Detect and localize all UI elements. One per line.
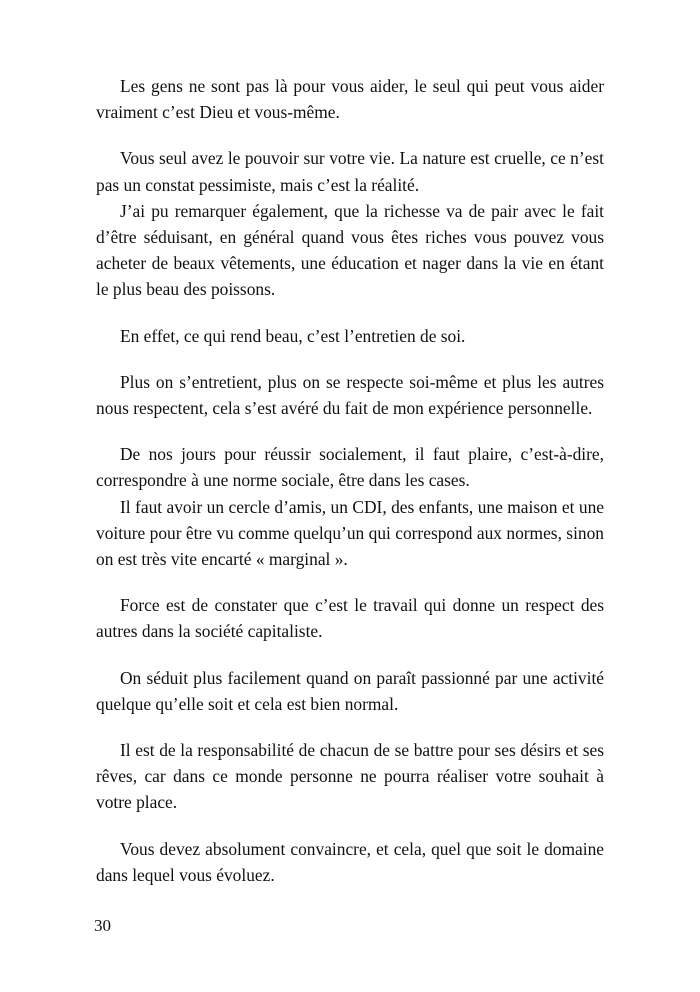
- paragraph-11: Vous devez absolument convaincre, et cela, quel que soit le domaine dans lequel vous évoluez.: [96, 838, 604, 885]
- paragraph-4: En effet, ce qui rend beau, c’est l’entretien de soi.: [120, 325, 466, 346]
- paragraph-9: On séduit plus facilement quand on paraît passionné par une activité quelque qu’elle soit et cela est bien normal.: [96, 667, 604, 714]
- paragraph-5: Plus on s’entretient, plus on se respecte soi-même et plus les autres nous respectent, cela s’est avéré du fait de mon expérience personnelle.: [96, 371, 604, 419]
- paragraph-10: Il est de la responsabilité de chacun de se battre pour ses désirs et ses rêves, car dans ce monde personne ne pourra réaliser votre souhait à votre place.: [96, 740, 604, 813]
- paragraph-2: Vous seul avez le pouvoir sur votre vie. La nature est cruelle, ce n’est pas un constat pessimiste, mais c’est la réalité.: [96, 148, 604, 195]
- paragraph-7: Il faut avoir un cercle d’amis, un CDI, des enfants, une maison et une voiture pour être vu comme quelqu’un qui correspond aux normes, sinon on est très vite encarté « marginal ».: [96, 496, 604, 570]
- page-number: 30: [94, 916, 111, 935]
- paragraph-1: Les gens ne sont pas là pour vous aider, le seul qui peut vous aider vraiment c’est Dieu et vous-même.: [96, 76, 604, 123]
- paragraph-6: De nos jours pour réussir socialement, il faut plaire, c’est-à-dire, correspondre à une norme sociale, être dans les cases.: [96, 444, 604, 491]
- paragraph-3: J’ai pu remarquer également, que la richesse va de pair avec le fait d’être séduisant, en général quand vous êtes riches vous pouvez vous acheter de beaux vêtements, une éducation et nager dans la vie en étant le plus beau des poissons.: [96, 200, 604, 300]
- paragraph-8: Force est de constater que c’est le travail qui donne un respect des autres dans la société capitaliste.: [96, 595, 604, 642]
- page-body: [96, 73, 604, 888]
